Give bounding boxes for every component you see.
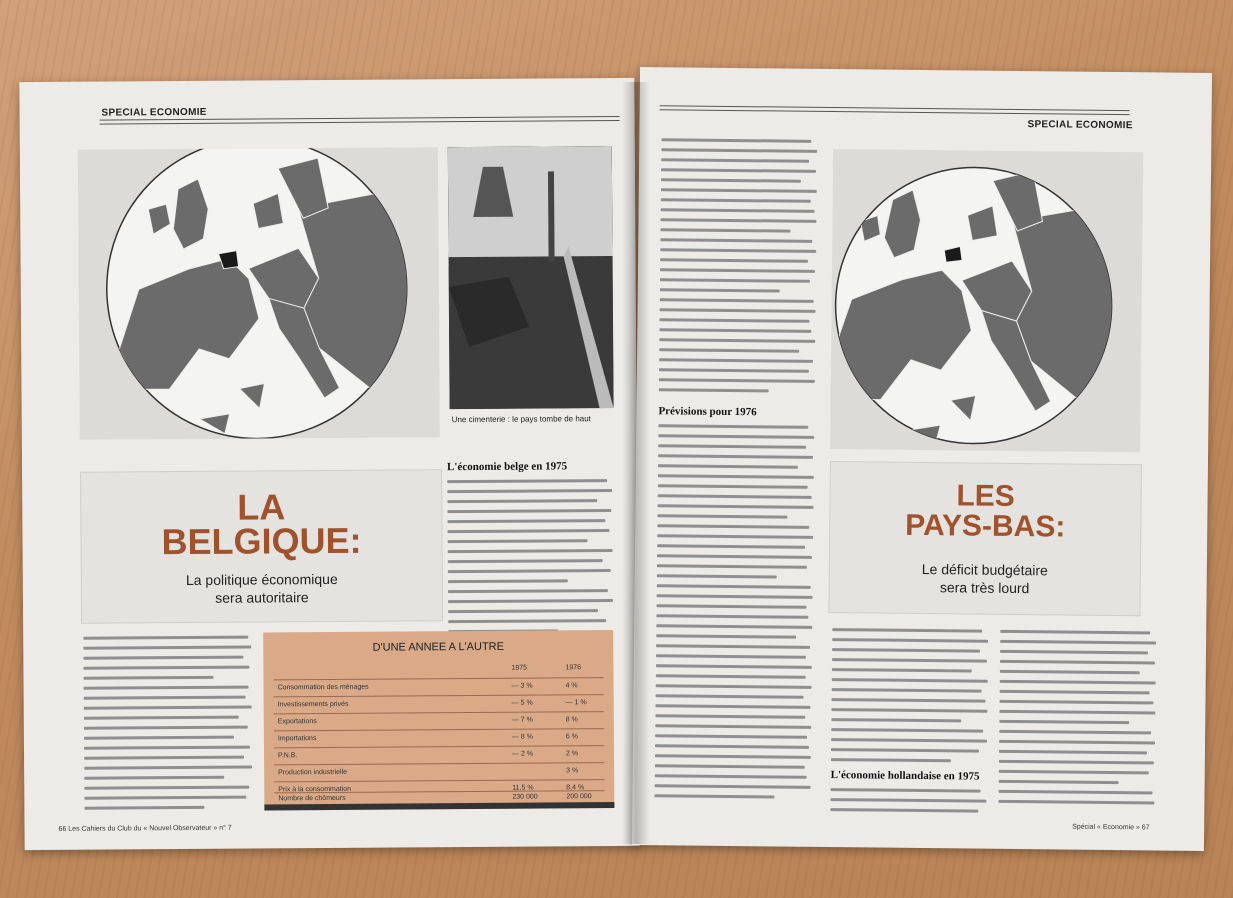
title-les: LES <box>956 479 1015 513</box>
subtitle-line2: sera autoritaire <box>215 589 309 606</box>
photo-graphic <box>448 146 614 409</box>
footer-left: 66 Les Cahiers du Club du « Nouvel Observateur » n° 7 <box>58 824 232 833</box>
photo-caption: Une cimenterie : le pays tombe de haut <box>451 414 591 425</box>
stats-table <box>263 630 614 810</box>
header-rule <box>100 120 620 125</box>
cement-factory-photo <box>448 146 614 409</box>
right-bottom-column-1b <box>830 785 990 817</box>
footer-right: Spécial « Economie » 67 <box>1072 823 1150 832</box>
row-value-1975: — 7 % <box>511 716 533 724</box>
subtitle-line1: La politique économique <box>185 570 338 589</box>
row-label: Importations <box>277 735 317 743</box>
row-value-1976: — 1 % <box>565 699 587 707</box>
row-label: Investissements privés <box>277 700 349 709</box>
row-value-1975: — 3 % <box>511 682 533 690</box>
col-header-1975: 1975 <box>511 664 528 672</box>
row-label: Consommation des ménages <box>277 683 369 692</box>
intro-text-column <box>83 633 254 814</box>
heading-previsions: Prévisions pour 1976 <box>658 405 757 419</box>
right-text-column-top <box>659 135 822 397</box>
row-value-1975: — 2 % <box>512 750 534 758</box>
magazine-gutter <box>622 82 650 844</box>
europe-map-graphic <box>830 149 1143 452</box>
row-value-1976: 2 % <box>566 750 579 758</box>
europe-map-graphic <box>78 147 440 440</box>
subtitle-line2: sera très lourd <box>939 579 1030 597</box>
table-bottom-bar <box>264 802 614 810</box>
row-label: Production industrielle <box>278 768 348 777</box>
heading-economie-hollandaise: L'économie hollandaise en 1975 <box>830 769 980 783</box>
section-label-left: SPECIAL ECONOMIE <box>101 106 207 119</box>
title-block-belgique <box>80 469 443 624</box>
row-value-1976: 3 % <box>566 767 579 775</box>
europe-map-netherlands <box>830 149 1143 452</box>
europe-map-belgium <box>78 147 440 440</box>
row-value-1976: 4 % <box>565 682 578 690</box>
title-la: LA <box>237 486 286 528</box>
section-label-right: SPECIAL ECONOMIE <box>1027 119 1133 132</box>
row-label: Nombre de chômeurs <box>278 794 346 803</box>
row-value-1975: — 5 % <box>511 699 533 707</box>
right-bottom-column-1 <box>831 625 992 767</box>
row-value-1976: 8 % <box>565 716 578 724</box>
row-value-1975: 11,5 % <box>512 784 534 792</box>
subtitle-line1: Le déficit budgétaire <box>921 561 1048 579</box>
col-header-1976: 1976 <box>565 664 582 672</box>
row-label: P.N.B. <box>278 752 298 760</box>
row-value-1975: 230 000 <box>512 793 538 801</box>
right-text-column-middle <box>654 421 818 803</box>
title-pays-bas: PAYS-BAS: <box>905 508 1066 544</box>
title-belgique: BELGIQUE: <box>161 519 362 563</box>
row-value-1976: 6 % <box>565 733 578 741</box>
title-block-pays-bas <box>828 461 1142 616</box>
heading-economie-belge: L'économie belge en 1975 <box>446 460 568 474</box>
row-value-1976: 8,4 % <box>566 784 585 792</box>
stats-table-title: D'UNE ANNEE A L'AUTRE <box>372 640 504 654</box>
row-value-1976: 200 000 <box>566 793 592 801</box>
row-label: Exportations <box>277 718 317 726</box>
left-page <box>19 78 639 850</box>
row-label: Prix à la consommation <box>278 785 352 794</box>
row-value-1975: — 8 % <box>511 733 533 741</box>
right-bottom-column-2 <box>998 627 1160 809</box>
right-page <box>632 67 1212 851</box>
